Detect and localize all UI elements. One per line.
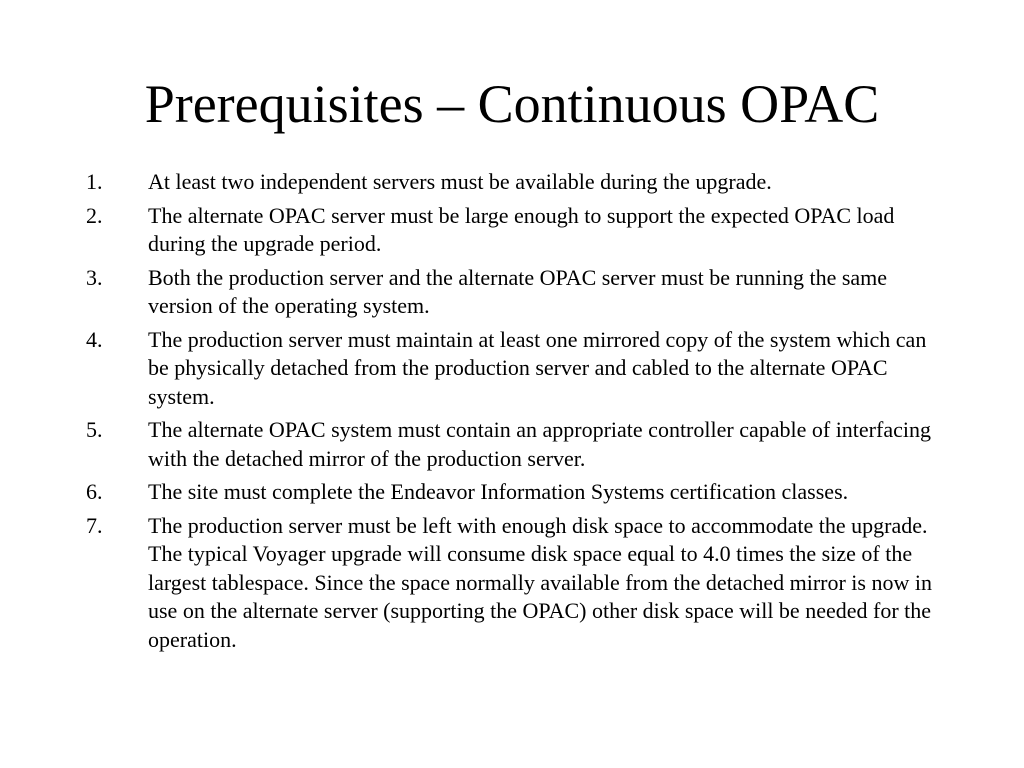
list-item (86, 326, 946, 412)
list-item-number: 5. (86, 417, 103, 442)
list-item (86, 478, 946, 507)
slide-title: Prerequisites – Continuous OPAC (144, 74, 880, 134)
list-item-number: 6. (86, 479, 103, 504)
list-item-number: 4. (86, 326, 103, 352)
list-item (86, 202, 946, 259)
list-item-text: The alternate OPAC system must contain an appropriate controller capable of interfacing with the detached mirror of the production server. (148, 417, 931, 471)
list-item-number: 1. (86, 169, 103, 194)
list-item-number: 2. (86, 202, 103, 228)
list-item-text: The production server must maintain at least one mirrored copy of the system which can be physically detached from the production server and cabled to the alternate OPAC system. (148, 326, 927, 409)
prerequisites-list (86, 168, 946, 659)
list-item-text: At least two independent servers must be available during the upgrade. (148, 169, 772, 194)
list-item (86, 512, 946, 655)
list-item-text: The alternate OPAC server must be large enough to support the expected OPAC load during the upgrade period. (148, 202, 895, 256)
list-item-number: 3. (86, 264, 103, 290)
list-item-number: 7. (86, 512, 103, 538)
list-item-text: The production server must be left with enough disk space to accommodate the upgrade. The typical Voyager upgrade will consume disk space equal to 4.0 times the size of the largest tablespace. Since the space normally available from the detached mirror is now in use on the alternate server (supporting the OPAC) other disk space will be needed for the operation. (148, 512, 932, 652)
list-item-text: The site must complete the Endeavor Information Systems certification classes. (148, 479, 849, 504)
list-item (86, 168, 946, 197)
list-item (86, 264, 946, 321)
list-item-text: Both the production server and the alternate OPAC server must be running the same version of the operating system. (148, 264, 888, 318)
list-item (86, 416, 946, 473)
